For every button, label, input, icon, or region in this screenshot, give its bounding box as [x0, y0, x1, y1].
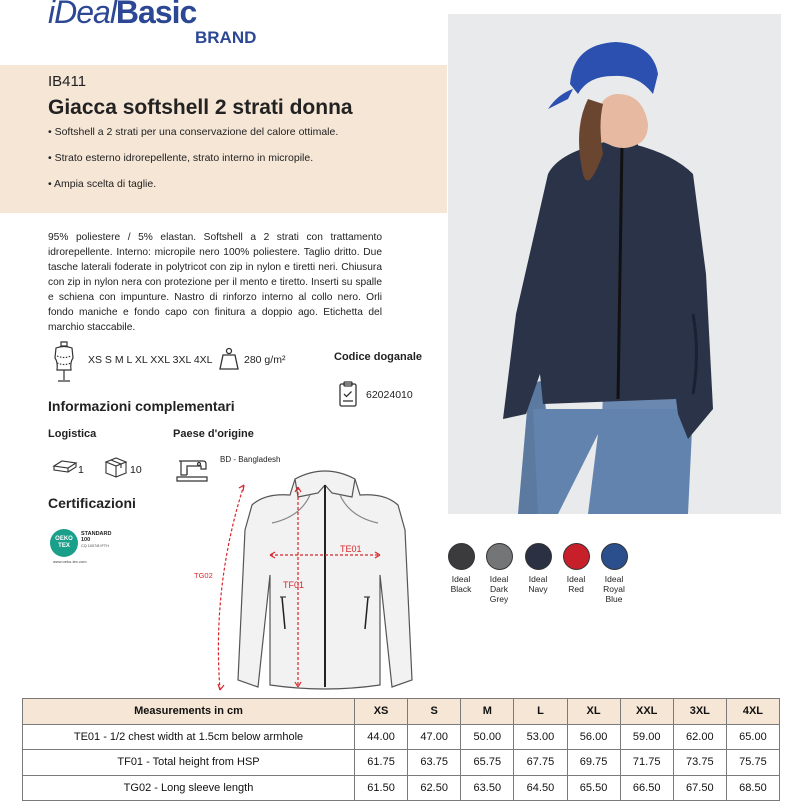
table-cell: 50.00	[461, 724, 514, 750]
measurements-table	[22, 698, 780, 801]
swatch-label-line: Ideal	[604, 574, 624, 584]
swatch-label-line: Grey	[489, 594, 509, 604]
table-cell: 63.75	[408, 750, 461, 776]
swatch-label-line: Navy	[528, 584, 548, 594]
logo-basic-text: Basic	[115, 0, 197, 30]
table-header-cell: L	[514, 699, 567, 725]
swatch-dot	[563, 543, 590, 570]
table-cell: 59.00	[620, 724, 673, 750]
feature-item: • Softshell a 2 strati per una conservazione del calore ottimale.	[48, 126, 339, 138]
single-package-icon	[52, 458, 78, 474]
table-cell: 64.50	[514, 775, 567, 801]
table-row	[23, 775, 780, 801]
table-header-cell: XL	[567, 699, 620, 725]
carton-box-icon	[103, 455, 129, 479]
logo-brand-text: BRAND	[195, 28, 257, 47]
color-swatch-black[interactable]	[446, 543, 476, 594]
table-cell: 69.75	[567, 750, 620, 776]
oeko-tex-standard: STANDARD 100	[81, 531, 112, 543]
oeko-tex-id: CQ 1007/8 IFTH	[81, 544, 109, 548]
swatch-label-line: Royal	[603, 584, 625, 594]
te01-label: TE01	[340, 544, 362, 554]
brand-logo	[48, 0, 257, 47]
feature-item: • Strato esterno idrorepellente, strato interno in micropile.	[48, 152, 314, 164]
table-cell: 67.75	[514, 750, 567, 776]
swatch-label-line: Red	[568, 584, 584, 594]
table-cell: 67.50	[673, 775, 726, 801]
pack-single-count: 1	[78, 464, 84, 476]
table-cell: TE01 - 1/2 chest width at 1.5cm below armhole	[23, 724, 355, 750]
color-swatch-dark-grey[interactable]	[484, 543, 514, 604]
certifications-heading: Certificazioni	[48, 495, 136, 511]
color-swatches	[446, 543, 646, 613]
jacket-measurement-diagram	[194, 455, 450, 695]
swatch-label-line: Blue	[605, 594, 623, 604]
table-cell: 65.50	[567, 775, 620, 801]
product-description: 95% poliestere / 5% elastan. Softshell a 2 strati con trattamento idrorepellente. Interno: micropile nero 100% poliestere. Taglio dritto. Due tasche laterali foderate in polytricot con zip in nylon e tiretti neri. Chiusura con zip in nylon nera con protezione per il mento e tiretto. Inserti su spalle e schiena con impunture. Nastro di rinforzo interno al collo nero. Orli fondo maniche e fondo capo con finitura a doppio ago. Etichetta del marchio staccabile.	[48, 232, 382, 333]
mannequin-icon	[48, 340, 80, 384]
swatch-label-line: Ideal	[566, 574, 586, 584]
logistics-label: Logistica	[48, 428, 97, 440]
origin-value: BD - Bangladesh	[220, 455, 281, 464]
pack-box-count: 10	[130, 464, 142, 476]
clipboard-icon	[338, 380, 358, 408]
table-cell: 53.00	[514, 724, 567, 750]
table-cell: 75.75	[726, 750, 779, 776]
size-range: XS S M L XL XXL 3XL 4XL	[88, 354, 213, 366]
swatch-label-line: Dark	[490, 584, 508, 594]
fabric-weight: 280 g/m²	[244, 354, 286, 366]
table-header-cell: Measurements in cm	[23, 699, 355, 725]
feature-item: • Ampia scelta di taglie.	[48, 178, 157, 190]
table-cell: 66.50	[620, 775, 673, 801]
color-swatch-navy[interactable]	[523, 543, 553, 594]
table-header-cell: 3XL	[673, 699, 726, 725]
swatch-label-line: Ideal	[451, 574, 471, 584]
feature-list	[48, 126, 438, 204]
table-cell: 62.00	[673, 724, 726, 750]
swatch-dot	[525, 543, 552, 570]
table-cell: 44.00	[355, 724, 408, 750]
model-photo	[448, 14, 781, 514]
table-row	[23, 724, 780, 750]
table-cell: 47.00	[408, 724, 461, 750]
info-heading: Informazioni complementari	[48, 398, 235, 414]
oeko-tex-url: www.oeko-tex.com	[53, 559, 87, 564]
table-cell: 56.00	[567, 724, 620, 750]
table-cell: 61.75	[355, 750, 408, 776]
table-header-cell: 4XL	[726, 699, 779, 725]
table-header-cell: XS	[355, 699, 408, 725]
swatch-dot	[601, 543, 628, 570]
table-cell: 71.75	[620, 750, 673, 776]
table-cell: TF01 - Total height from HSP	[23, 750, 355, 776]
tf01-label: TF01	[283, 580, 305, 590]
table-cell: 73.75	[673, 750, 726, 776]
table-cell: 65.75	[461, 750, 514, 776]
table-cell: 63.50	[461, 775, 514, 801]
color-swatch-royal-blue[interactable]	[599, 543, 629, 604]
oeko-tex-badge: OEKO TEX	[50, 529, 78, 557]
table-header-cell: M	[461, 699, 514, 725]
color-swatch-red[interactable]	[561, 543, 591, 594]
table-cell: 68.50	[726, 775, 779, 801]
swatch-dot	[486, 543, 513, 570]
swatch-dot	[448, 543, 475, 570]
table-row	[23, 750, 780, 776]
table-cell: 61.50	[355, 775, 408, 801]
origin-label: Paese d'origine	[173, 428, 254, 440]
tg02-label: TG02	[194, 571, 213, 580]
swatch-label-line: Ideal	[489, 574, 509, 584]
table-header-cell: XXL	[620, 699, 673, 725]
product-code: IB411	[48, 73, 87, 90]
oeko-tex-logo	[50, 527, 120, 567]
logo-ideal-text: iDeal	[48, 0, 116, 30]
product-title: Giacca softshell 2 strati donna	[48, 96, 353, 119]
swatch-label-line: Ideal	[528, 574, 548, 584]
jacket-outline	[238, 471, 412, 689]
weight-icon	[218, 347, 240, 371]
table-cell: 62.50	[408, 775, 461, 801]
swatch-label-line: Black	[450, 584, 472, 594]
table-header-row	[23, 699, 780, 725]
customs-code-value: 62024010	[366, 389, 413, 401]
customs-code-label: Codice doganale	[334, 351, 423, 363]
table-cell: TG02 - Long sleeve length	[23, 775, 355, 801]
table-cell: 65.00	[726, 724, 779, 750]
table-header-cell: S	[408, 699, 461, 725]
